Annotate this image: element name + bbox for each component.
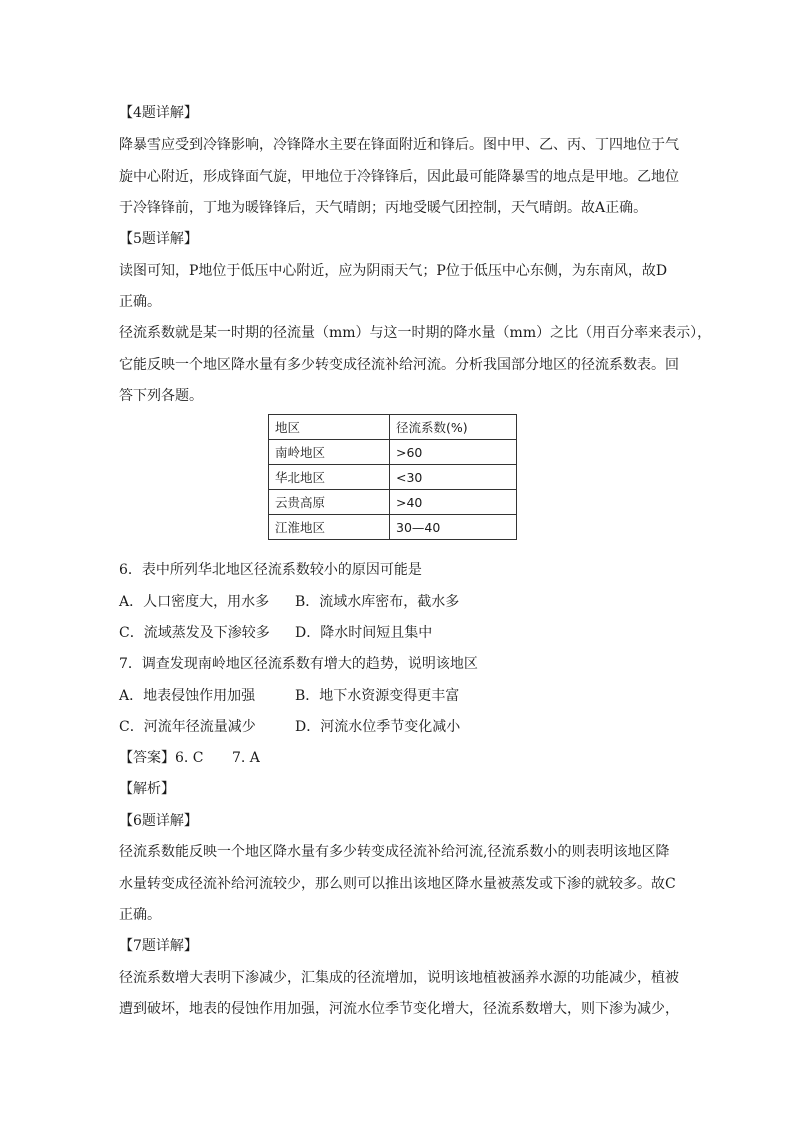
section-6-line-3: 正确。 — [119, 907, 161, 923]
table-row — [269, 515, 517, 540]
section-7-heading: 【7题详解】 — [119, 938, 198, 954]
section-5-line-2: 正确。 — [119, 294, 161, 310]
question-6-stem: 6．表中所列华北地区径流系数较小的原因可能是 — [119, 562, 422, 578]
question-7-option-c: C．河流年径流量减少 — [119, 719, 256, 735]
table-row — [269, 465, 517, 490]
table-header-coefficient: 径流系数(%) — [390, 415, 517, 440]
section-4-heading: 【4题详解】 — [119, 105, 198, 121]
section-6-line-2: 水量转变成径流补给河流较少，那么则可以推出该地区降水量被蒸发或下渗的就较多。故C — [119, 876, 676, 892]
question-7-option-d: D．河流水位季节变化减小 — [295, 719, 461, 735]
table-cell-coefficient: 30—40 — [390, 515, 517, 540]
section-4-line-3: 于冷锋锋前，丁地为暖锋锋后，天气晴朗；丙地受暖气团控制，天气晴朗。故A正确。 — [119, 200, 648, 216]
section-4-line-1: 降暴雪应受到冷锋影响，冷锋降水主要在锋面附近和锋后。图中甲、乙、丙、丁四地位于气 — [119, 137, 679, 153]
question-6-option-d: D．降水时间短且集中 — [295, 625, 433, 641]
question-7-option-b: B．地下水资源变得更丰富 — [295, 688, 460, 704]
section-6-heading: 【6题详解】 — [119, 813, 198, 829]
table-cell-coefficient: >40 — [390, 490, 517, 515]
section-4-line-2: 旋中心附近，形成锋面气旋，甲地位于冷锋锋后，因此最可能降暴雪的地点是甲地。乙地位 — [119, 169, 679, 185]
intro-line-3: 答下列各题。 — [119, 388, 203, 404]
runoff-coefficient-table — [268, 414, 517, 540]
question-6-option-c: C．流域蒸发及下渗较多 — [119, 625, 270, 641]
section-5-heading: 【5题详解】 — [119, 231, 198, 247]
question-7-option-a: A．地表侵蚀作用加强 — [119, 688, 256, 704]
table-cell-region: 江淮地区 — [269, 515, 390, 540]
section-7-line-2: 遭到破坏，地表的侵蚀作用加强，河流水位季节变化增大，径流系数增大，则下渗为减少， — [119, 1001, 679, 1017]
table-header-region: 地区 — [269, 415, 390, 440]
answer-second: 7. A — [232, 750, 260, 766]
question-6-option-a: A．人口密度大，用水多 — [119, 594, 270, 610]
table-cell-region: 云贵高原 — [269, 490, 390, 515]
question-6-option-b: B．流域水库密布，截水多 — [295, 594, 460, 610]
intro-line-2: 它能反映一个地区降水量有多少转变成径流补给河流。分析我国部分地区的径流系数表。回 — [119, 357, 679, 373]
answer-label: 【答案】6. C — [119, 750, 204, 766]
question-7-stem: 7．调查发现南岭地区径流系数有增大的趋势，说明该地区 — [119, 656, 478, 672]
table-cell-coefficient: >60 — [390, 440, 517, 465]
table-cell-region: 南岭地区 — [269, 440, 390, 465]
table-row — [269, 490, 517, 515]
section-6-line-1: 径流系数能反映一个地区降水量有多少转变成径流补给河流,径流系数小的则表明该地区降 — [119, 844, 670, 860]
table-cell-coefficient: <30 — [390, 465, 517, 490]
section-5-line-1: 读图可知，P地位于低压中心附近，应为阴雨天气；P位于低压中心东侧，为东南风，故D — [119, 263, 668, 279]
table-header-row — [269, 415, 517, 440]
analysis-label: 【解析】 — [119, 781, 175, 797]
intro-line-1: 径流系数就是某一时期的径流量（mm）与这一时期的降水量（mm）之比（用百分率来表示）， — [119, 325, 712, 341]
table-row — [269, 440, 517, 465]
section-7-line-1: 径流系数增大表明下渗减少，汇集成的径流增加，说明该地植被涵养水源的功能减少，植被 — [119, 970, 679, 986]
table-cell-region: 华北地区 — [269, 465, 390, 490]
